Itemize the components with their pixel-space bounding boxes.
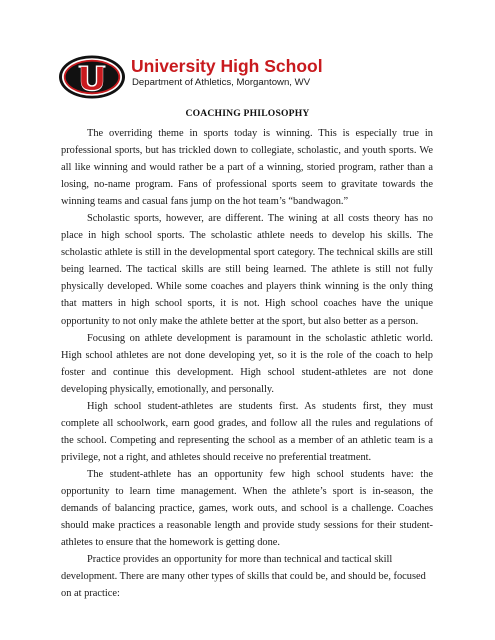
body-paragraph: Practice provides an opportunity for more than technical and tactical skill development. There are many other types of skills that could be, and should be, focused on at practice: [61,554,426,600]
body-paragraph: High school student-athletes are students first. As students first, they must complete all schoolwork, earn good grades, and follow all the rules and regulations of the school. Competing and representing the school as a member of an athletic team is a privilege, not a right, and athletes should receive no preferential treatment. [61,400,433,463]
body-paragraph: Scholastic sports, however, are different. The wining at all costs theory has no place in high school sports. The scholastic athlete needs to develop his skills. The scholastic athlete is still in the developmental sport category. The technical skills are still being learned. The tactical skills are still being learned. The athlete is still not fully physically developed. While some coaches and players think winning is the only thing that matters in high school sports, it is not. High school coaches have the unique opportunity to not only make the athlete better at the sport, but also better as a person. [61,213,433,327]
letterhead [58,54,438,104]
body-paragraph: Focusing on athlete development is paramount in the scholastic athletic world. High school athletes are not done developing yet, so it is the role of the coach to help foster and continue this development. High school student-athletes are not done developing physically, emotionally, and personally. [61,332,433,395]
department-line: Department of Athletics, Morgantown, WV [132,77,311,88]
body-paragraph: The overriding theme in sports today is winning. This is especially true in professional sports, but has trickled down to collegiate, scholastic, and youth sports. We all like winning and would rather be a part of a winning, storied program, rather than a losing, no-name program. Fans of professional sports seem to gravitate towards the winning teams and casual fans jump on the hot team’s “bandwagon.” [61,128,433,208]
document-body [61,125,433,602]
document-title: COACHING PHILOSOPHY [185,108,310,119]
body-paragraph: The student-athlete has an opportunity few high school students have: the opportunity to learn time management. When the athlete’s sport is in-season, the demands of balancing practice, games, work outs, and school is a challenge. Coaches should make practices a reasonable length and provide study sessions for their student-athletes to ensure that the homework is getting done. [61,468,433,549]
school-name: University High School [131,56,323,76]
u-logo-icon [58,54,126,100]
